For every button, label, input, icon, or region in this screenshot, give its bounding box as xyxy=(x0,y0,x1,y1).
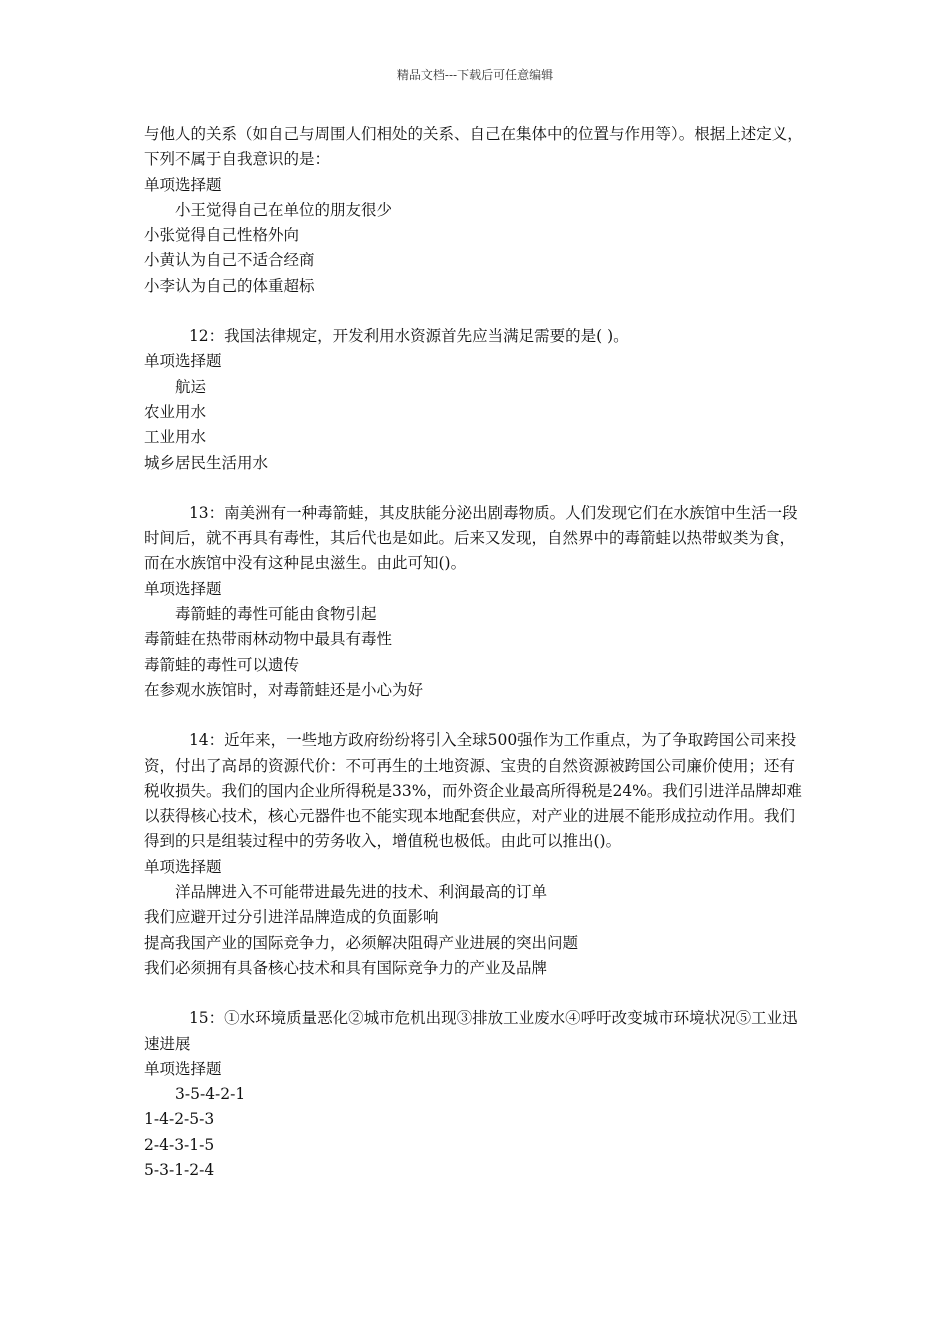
option-intro-c[interactable]: 小黄认为自己不适合经商 xyxy=(144,251,315,270)
option-12-b[interactable]: 农业用水 xyxy=(144,402,207,421)
option-13-d[interactable]: 在参观水族馆时，对毒箭蛙还是小心为好 xyxy=(144,680,424,699)
option-intro-a[interactable]: 小王觉得自己在单位的朋友很少 xyxy=(175,200,393,219)
option-12-a[interactable]: 航运 xyxy=(175,377,207,396)
question-type-12: 单项选择题 xyxy=(144,352,222,371)
question-type-15: 单项选择题 xyxy=(144,1059,222,1078)
question-type-intro: 单项选择题 xyxy=(144,175,222,194)
question-text-14: 14：近年来，一些地方政府纷纷将引入全球500强作为工作重点，为了争取跨国公司来投资，付出了高昂的资源代价：不可再生的土地资源、宝贵的自然资源被跨国公司廉价使用；还有税收损失。我们的国内企业所得税是33%，而外资企业最高所得税是24%。我们引进洋品牌却难以获得核心技术，核心元器件也不能实现本地配套供应，对产业的进展不能形成拉动作用。我们得到的只是组装过程中的劳务收入，增值税也极低。由此可以推出()。 xyxy=(144,731,802,851)
option-14-a[interactable]: 洋品牌进入不可能带进最先进的技术、利润最高的订单 xyxy=(175,883,548,902)
option-13-c[interactable]: 毒箭蛙的毒性可以遗传 xyxy=(144,655,300,674)
document-body xyxy=(144,122,808,1183)
option-15-d[interactable]: 5-3-1-2-4 xyxy=(144,1160,215,1179)
option-12-c[interactable]: 工业用水 xyxy=(144,428,207,447)
question-type-14: 单项选择题 xyxy=(144,857,222,876)
spacer xyxy=(144,981,808,1006)
option-13-b[interactable]: 毒箭蛙在热带雨林动物中最具有毒性 xyxy=(144,630,393,649)
option-14-d[interactable]: 我们必须拥有具备核心技术和具有国际竞争力的产业及品牌 xyxy=(144,958,548,977)
option-12-d[interactable]: 城乡居民生活用水 xyxy=(144,453,269,472)
question-text-intro: 与他人的关系（如自己与周围人们相处的关系、自己在集体中的位置与作用等）。根据上述定义，下列不属于自我意识的是： xyxy=(144,125,803,169)
option-15-a[interactable]: 3-5-4-2-1 xyxy=(175,1085,246,1104)
option-14-c[interactable]: 提高我国产业的国际竞争力，必须解决阻碍产业进展的突出问题 xyxy=(144,933,579,952)
spacer xyxy=(144,476,808,501)
question-text-12: 12：我国法律规定，开发利用水资源首先应当满足需要的是( )。 xyxy=(188,327,629,346)
option-intro-d[interactable]: 小李认为自己的体重超标 xyxy=(144,276,315,295)
option-13-a[interactable]: 毒箭蛙的毒性可能由食物引起 xyxy=(175,605,377,624)
option-15-b[interactable]: 1-4-2-5-3 xyxy=(144,1110,215,1129)
question-text-15: 15：①水环境质量恶化②城市危机出现③排放工业废水④呼吁改变城市环境状况⑤工业迅速进展 xyxy=(144,1009,798,1053)
spacer xyxy=(144,703,808,728)
question-type-13: 单项选择题 xyxy=(144,579,222,598)
question-text-13: 13：南美洲有一种毒箭蛙，其皮肤能分泌出剧毒物质。人们发现它们在水族馆中生活一段时间后，就不再具有毒性，其后代也是如此。后来又发现，自然界中的毒箭蛙以热带蚁类为食，而在水族馆中没有这种昆虫滋生。由此可知()。 xyxy=(144,503,798,573)
option-15-c[interactable]: 2-4-3-1-5 xyxy=(144,1135,215,1154)
spacer xyxy=(144,299,808,324)
option-intro-b[interactable]: 小张觉得自己性格外向 xyxy=(144,226,300,245)
page-header: 精品文档---下载后可任意编辑 xyxy=(396,68,554,82)
option-14-b[interactable]: 我们应避开过分引进洋品牌造成的负面影响 xyxy=(144,908,439,927)
